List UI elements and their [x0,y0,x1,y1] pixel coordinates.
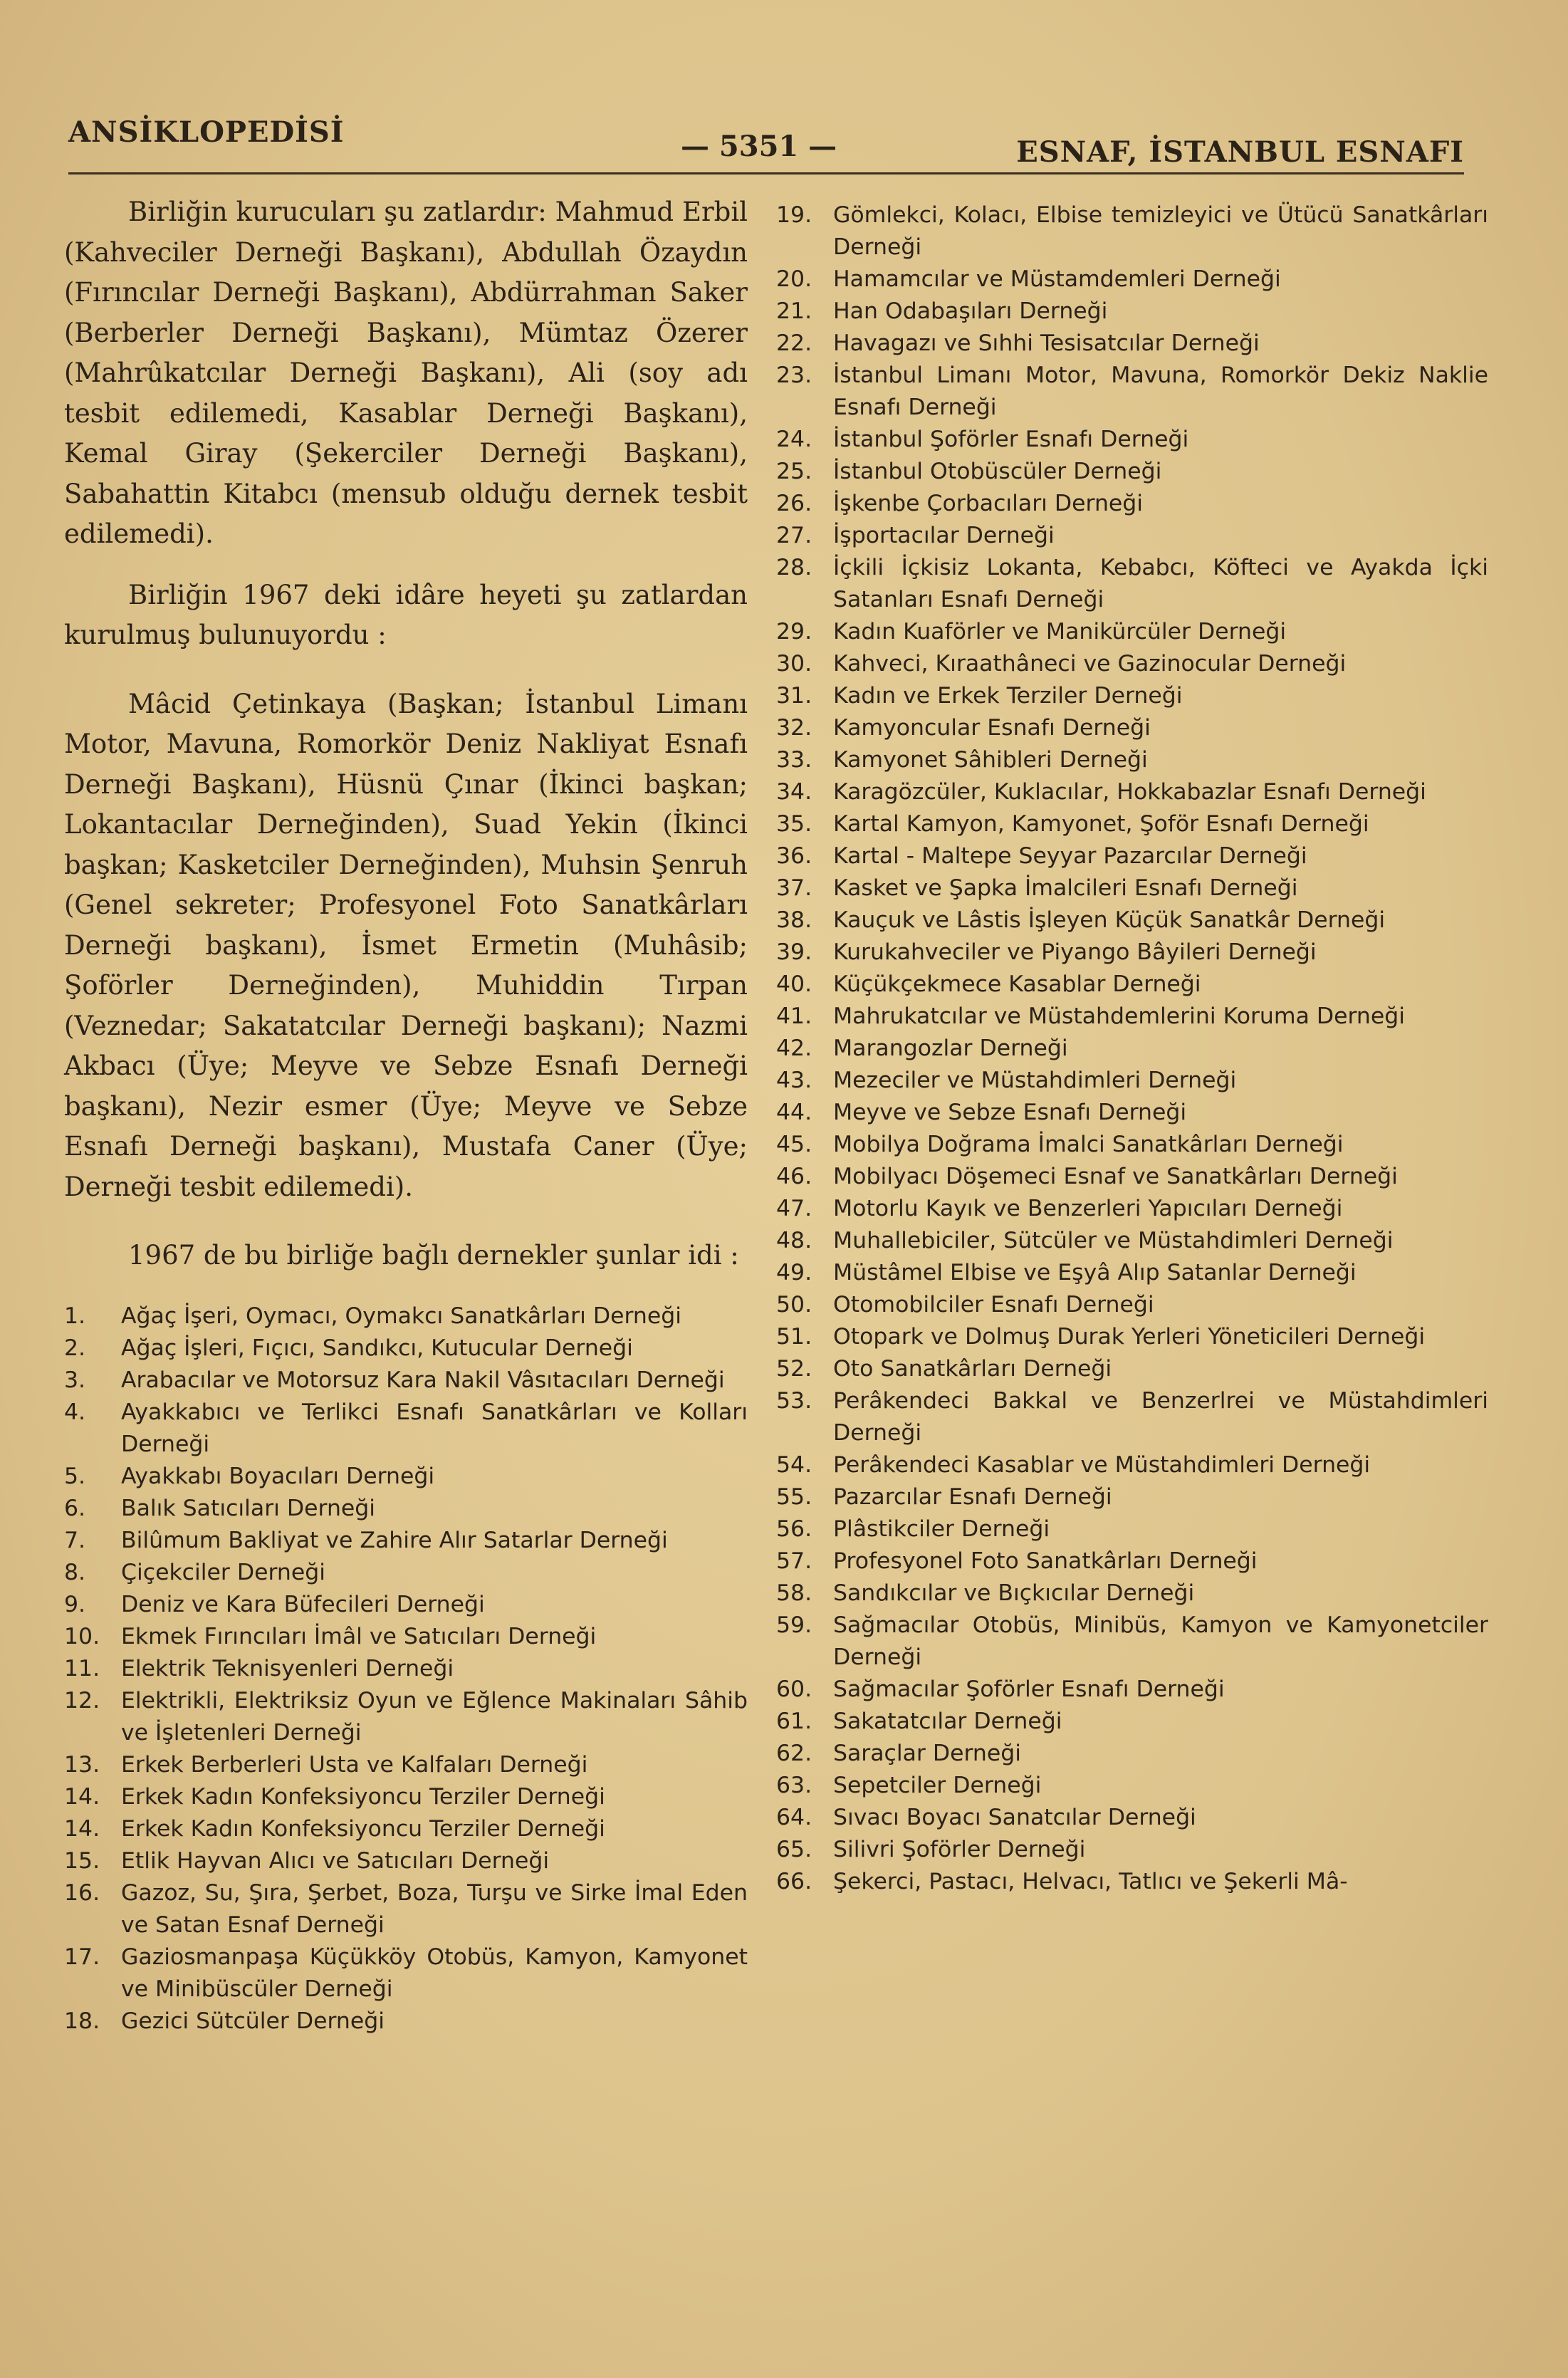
list-item-text: Kadın Kuaförler ve Manikürcüler Derneği [833,619,1287,645]
list-item-text: Bilûmum Bakliyat ve Zahire Alır Satarlar Derneği [121,1527,668,1553]
list-item-number: 23. [776,363,812,388]
list-item-number: 22. [776,330,812,356]
list-item-number: 24. [776,427,812,452]
list-item-number: 56. [776,1516,812,1542]
list-item [776,1225,1488,1257]
list-item-number: 55. [776,1484,812,1510]
list-item [776,1706,1488,1738]
list-item-number: 11. [64,1655,100,1681]
header-encyclopedia-title: ANSİKLOPEDİSİ [68,115,345,149]
list-item-number: 4. [64,1399,86,1425]
list-item [776,1321,1488,1353]
page-number: — 5351 — [681,130,837,163]
right-column [776,199,1488,1898]
list-item [776,776,1488,808]
list-item [776,360,1488,424]
list-item-number: 30. [776,651,812,677]
list-item [64,1941,748,2006]
list-item [776,840,1488,872]
list-item-text: Erkek Kadın Konfeksiyoncu Terziler Derneği [121,1783,605,1810]
list-item-text: Kadın ve Erkek Terziler Derneği [833,683,1183,709]
list-item [64,1300,748,1333]
list-item-number: 3. [64,1367,86,1393]
list-item [776,199,1488,264]
list-item-number: 29. [776,619,812,645]
list-item-number: 62. [776,1741,812,1766]
list-item-number: 66. [776,1869,812,1894]
list-item [64,2006,748,2038]
list-item-number: 32. [776,715,812,741]
list-item-number: 12. [64,1687,100,1714]
list-item [776,616,1488,648]
list-item-number: 44. [776,1100,812,1125]
list-item-text: Han Odabaşıları Derneği [833,298,1108,324]
list-item [776,1674,1488,1706]
list-item-number: 65. [776,1837,812,1862]
list-item-number: 1. [64,1303,86,1329]
list-item-text: Mezeciler ve Müstahdimleri Derneği [833,1068,1237,1093]
list-item-text: Sepetciler Derneği [833,1773,1042,1798]
paragraph-associations-intro: 1967 de bu birliğe bağlı dernekler şunlar idi : [128,1240,739,1271]
list-item-number: 61. [776,1709,812,1734]
list-item [776,1385,1488,1449]
list-item-text: Silivri Şoförler Derneği [833,1837,1086,1862]
list-item-text: Kurukahveciler ve Piyango Bâyileri Derneği [833,939,1317,965]
association-list-right [776,199,1488,1898]
list-item-number: 40. [776,971,812,997]
list-item-number: 19. [776,202,812,228]
list-item [776,1161,1488,1193]
list-item-number: 57. [776,1548,812,1574]
list-item [776,1257,1488,1289]
list-item-number: 21. [776,298,812,324]
list-item [776,296,1488,328]
left-column [64,192,748,2038]
list-item [64,1813,748,1845]
list-item-number: 13. [64,1751,100,1778]
list-item-number: 18. [64,2008,100,2034]
list-item [776,456,1488,488]
list-item [776,1065,1488,1097]
list-item-text: Meyve ve Sebze Esnafı Derneği [833,1100,1187,1125]
list-item-text: Motorlu Kayık ve Benzerleri Yapıcıları Derneği [833,1196,1343,1221]
list-item [776,712,1488,744]
list-item-number: 64. [776,1805,812,1830]
list-item-text: İstanbul Şoförler Esnafı Derneği [833,427,1189,452]
list-item [776,1193,1488,1225]
list-item-text: Kasket ve Şapka İmalcileri Esnafı Derneği [833,875,1298,901]
list-item-number: 2. [64,1335,86,1361]
list-item-number: 48. [776,1228,812,1253]
list-item [776,1449,1488,1481]
list-item-number: 42. [776,1036,812,1061]
list-item-number: 54. [776,1452,812,1478]
list-item-text: Gezici Sütcüler Derneği [121,2008,385,2034]
list-item-text: Deniz ve Kara Büfecileri Derneği [121,1591,485,1617]
list-item-text: Sakatatcılar Derneği [833,1709,1062,1734]
list-item-text: Sıvacı Boyacı Sanatcılar Derneği [833,1805,1196,1830]
list-item-text: İşkenbe Çorbacıları Derneği [833,491,1144,516]
list-item-text: Saraçlar Derneği [833,1741,1022,1766]
list-item-text: Ağaç İşleri, Fıçıcı, Sandıkcı, Kutucular Derneği [121,1335,633,1361]
list-item [776,1866,1488,1898]
list-item-text: Profesyonel Foto Sanatkârları Derneği [833,1548,1258,1574]
list-item [776,648,1488,680]
list-item [776,1001,1488,1033]
list-item-text: Balık Satıcıları Derneği [121,1495,376,1521]
list-item-text: Muhallebiciler, Sütcüler ve Müstahdimleri Derneği [833,1228,1394,1253]
list-item [776,904,1488,937]
list-item [64,1557,748,1589]
list-item [776,520,1488,552]
list-item [776,1577,1488,1610]
list-item [776,744,1488,776]
list-item [776,1802,1488,1834]
list-item-number: 49. [776,1260,812,1286]
list-item-text: Şekerci, Pastacı, Helvacı, Tatlıcı ve Şekerli Mâ- [833,1869,1348,1894]
list-item-text: İçkili İçkisiz Lokanta, Kebabcı, Köfteci ve Ayakda İçki Satanları Esnafı Derneği [833,555,1488,612]
list-item-number: 50. [776,1292,812,1318]
list-item [776,808,1488,840]
list-item [64,1397,748,1461]
list-item [776,937,1488,969]
list-item-number: 14. [64,1783,100,1810]
list-item-number: 59. [776,1612,812,1638]
list-item-text: Kauçuk ve Lâstis İşleyen Küçük Sanatkâr Derneği [833,907,1386,933]
list-item-number: 53. [776,1388,812,1414]
list-item-text: Kamyonet Sâhibleri Derneği [833,747,1148,773]
list-item [64,1685,748,1749]
list-item-text: İstanbul Limanı Motor, Mavuna, Romorkör Dekiz Naklie Esnafı Derneği [833,363,1488,420]
list-item [64,1845,748,1877]
paragraph-board-intro: Birliğin 1967 deki idâre heyeti şu zatlardan kurulmuş bulunuyordu : [64,579,748,650]
association-list-left [64,1300,748,2038]
list-item [776,488,1488,520]
list-item-text: Perâkendeci Kasablar ve Müstahdimleri Derneği [833,1452,1371,1478]
list-item-text: Hamamcılar ve Müstamdemleri Derneği [833,266,1281,292]
list-item-number: 39. [776,939,812,965]
list-item-text: Gömlekci, Kolacı, Elbise temizleyici ve Ütücü Sanatkârları Derneği [833,202,1488,260]
list-item-text: Arabacılar ve Motorsuz Kara Nakil Vâsıtacıları Derneği [121,1367,725,1393]
list-item-number: 26. [776,491,812,516]
list-item-text: Gaziosmanpaşa Küçükköy Otobüs, Kamyon, Kamyonet ve Minibüscüler Derneği [121,1944,748,2002]
list-item-text: Müstâmel Elbise ve Eşyâ Alıp Satanlar Derneği [833,1260,1357,1286]
list-item-number: 15. [64,1847,100,1874]
list-item-number: 45. [776,1132,812,1157]
list-item [776,1481,1488,1513]
list-item-text: Erkek Kadın Konfeksiyoncu Terziler Derneği [121,1815,605,1842]
list-item-text: Havagazı ve Sıhhi Tesisatcılar Derneği [833,330,1260,356]
list-item [64,1653,748,1685]
list-item-number: 28. [776,555,812,580]
list-item [64,1621,748,1653]
list-item-text: Perâkendeci Bakkal ve Benzerlrei ve Müstahdimleri Derneği [833,1388,1488,1446]
list-item-number: 9. [64,1591,86,1617]
list-item-number: 60. [776,1676,812,1702]
list-item [776,328,1488,360]
list-item-number: 31. [776,683,812,709]
list-item-text: Otomobilciler Esnafı Derneği [833,1292,1154,1318]
list-item [776,264,1488,296]
list-item [64,1781,748,1813]
list-item [64,1365,748,1397]
list-item-text: Marangozlar Derneği [833,1036,1068,1061]
list-item [776,1738,1488,1770]
list-item-number: 6. [64,1495,86,1521]
list-item-number: 51. [776,1324,812,1350]
list-item-number: 52. [776,1356,812,1382]
list-item-number: 20. [776,266,812,292]
list-item-text: Oto Sanatkârları Derneği [833,1356,1112,1382]
list-item-text: Sandıkcılar ve Bıçkıcılar Derneği [833,1580,1195,1606]
list-item-number: 33. [776,747,812,773]
list-item-number: 16. [64,1879,100,1906]
list-item [776,552,1488,616]
list-item-number: 17. [64,1944,100,1970]
list-item-number: 14. [64,1815,100,1842]
list-item-number: 5. [64,1463,86,1489]
list-item-text: Mobilya Doğrama İmalci Sanatkârları Derneği [833,1132,1344,1157]
list-item [64,1877,748,1941]
list-item-number: 41. [776,1003,812,1029]
list-item-number: 47. [776,1196,812,1221]
list-item-text: Plâstikciler Derneği [833,1516,1050,1542]
list-item-number: 25. [776,459,812,484]
list-item-text: Kartal Kamyon, Kamyonet, Şoför Esnafı Derneği [833,811,1369,837]
list-item-text: Ayakkabıcı ve Terlikci Esnafı Sanatkârları ve Kolları Derneği [121,1399,748,1457]
list-item [776,1610,1488,1674]
header-section-title: ESNAF, İSTANBUL ESNAFI [1016,135,1464,169]
list-item-number: 43. [776,1068,812,1093]
list-item-number: 58. [776,1580,812,1606]
list-item [776,1834,1488,1866]
list-item [776,1033,1488,1065]
list-item [776,1770,1488,1802]
list-item-text: Ağaç İşeri, Oymacı, Oymakcı Sanatkârları Derneği [121,1303,682,1329]
list-item-text: Sağmacılar Şoförler Esnafı Derneği [833,1676,1225,1702]
list-item [64,1461,748,1493]
list-item-text: Elektrikli, Elektriksiz Oyun ve Eğlence Makinaları Sâhib ve İşletenleri Derneği [121,1687,748,1746]
list-item-text: Ekmek Fırıncıları İmâl ve Satıcıları Derneği [121,1623,597,1649]
list-item-number: 27. [776,523,812,548]
paragraph-board-members: Mâcid Çetinkaya (Başkan; İstanbul Limanı Motor, Mavuna, Romorkör Deniz Nakliyat Esnafı Derneği Başkanı), Hüsnü Çınar (İkinci başkan; Lokantacılar Derneğinden), Suad Yekin (İkinci başkan; Kasketciler Derneğinden), Muhsin Şenruh (Genel sekreter; Profesyonel Foto Sanatkârları Derneği başkanı), İsmet Ermetin (Muhâsib; Şoförler Derneğinden), Muhiddin Tırpan (Veznedar; Sakatatcılar Derneği başkanı); Nazmi Akbacı (Üye; Meyve ve Sebze Esnafı Derneği başkanı), Nezir esmer (Üye; Meyve ve Sebze Esnafı Derneği başkanı), Mustafa Caner (Üye; Derneği tesbit edilemedi). [64,688,748,1202]
list-item [776,1129,1488,1161]
list-item-text: Pazarcılar Esnafı Derneği [833,1484,1112,1510]
list-item-number: 8. [64,1559,86,1585]
list-item-number: 10. [64,1623,100,1649]
list-item-text: Mobilyacı Döşemeci Esnaf ve Sanatkârları Derneği [833,1164,1398,1189]
list-item-number: 7. [64,1527,86,1553]
list-item [64,1493,748,1525]
list-item-number: 63. [776,1773,812,1798]
list-item [776,969,1488,1001]
list-item-number: 35. [776,811,812,837]
list-item-text: Ayakkabı Boyacıları Derneği [121,1463,435,1489]
list-item [776,1513,1488,1545]
list-item [776,1545,1488,1577]
list-item-text: Çiçekciler Derneği [121,1559,325,1585]
list-item [776,680,1488,712]
list-item-text: Mahrukatcılar ve Müstahdemlerini Koruma Derneği [833,1003,1406,1029]
paragraph-founders: Birliğin kurucuları şu zatlardır: Mahmud Erbil (Kahveciler Derneği Başkanı), Abdullah Özaydın (Fırıncılar Derneği Başkanı), Abdürrahman Saker (Berberler Derneği Başkanı), Mümtaz Özerer (Mahrûkatcılar Derneği Başkanı), Ali (soy adı tesbit edilemedi, Kasablar Derneği Başkanı), Kemal Giray (Şekerciler Derneği Başkanı), Sabahattin Kitabcı (mensub olduğu dernek tesbit edilemedi). [64,197,748,549]
header-rule [68,172,1464,174]
list-item [64,1749,748,1781]
list-item-text: Elektrik Teknisyenleri Derneği [121,1655,454,1681]
list-item [776,872,1488,904]
list-item [64,1525,748,1557]
list-item-text: Erkek Berberleri Usta ve Kalfaları Derneği [121,1751,588,1778]
list-item-text: Kartal - Maltepe Seyyar Pazarcılar Derneği [833,843,1307,869]
list-item [64,1333,748,1365]
list-item [64,1589,748,1621]
list-item-text: Etlik Hayvan Alıcı ve Satıcıları Derneği [121,1847,550,1874]
list-item-number: 34. [776,779,812,805]
list-item-number: 38. [776,907,812,933]
list-item-number: 36. [776,843,812,869]
list-item-text: Otopark ve Dolmuş Durak Yerleri Yöneticileri Derneği [833,1324,1426,1350]
list-item-number: 37. [776,875,812,901]
list-item [776,1289,1488,1321]
list-item-text: İstanbul Otobüscüler Derneği [833,459,1162,484]
list-item-number: 46. [776,1164,812,1189]
list-item [776,424,1488,456]
list-item-text: Kamyoncular Esnafı Derneği [833,715,1151,741]
list-item-text: Kahveci, Kıraathâneci ve Gazinocular Derneği [833,651,1347,677]
list-item-text: Küçükçekmece Kasablar Derneği [833,971,1201,997]
list-item-text: Karagözcüler, Kuklacılar, Hokkabazlar Esnafı Derneği [833,779,1426,805]
list-item [776,1353,1488,1385]
list-item-text: İşportacılar Derneği [833,523,1055,548]
list-item-text: Sağmacılar Otobüs, Minibüs, Kamyon ve Kamyonetciler Derneği [833,1612,1488,1670]
list-item-text: Gazoz, Su, Şıra, Şerbet, Boza, Turşu ve Sirke İmal Eden ve Satan Esnaf Derneği [121,1879,748,1938]
running-header [68,108,1464,169]
list-item [776,1097,1488,1129]
